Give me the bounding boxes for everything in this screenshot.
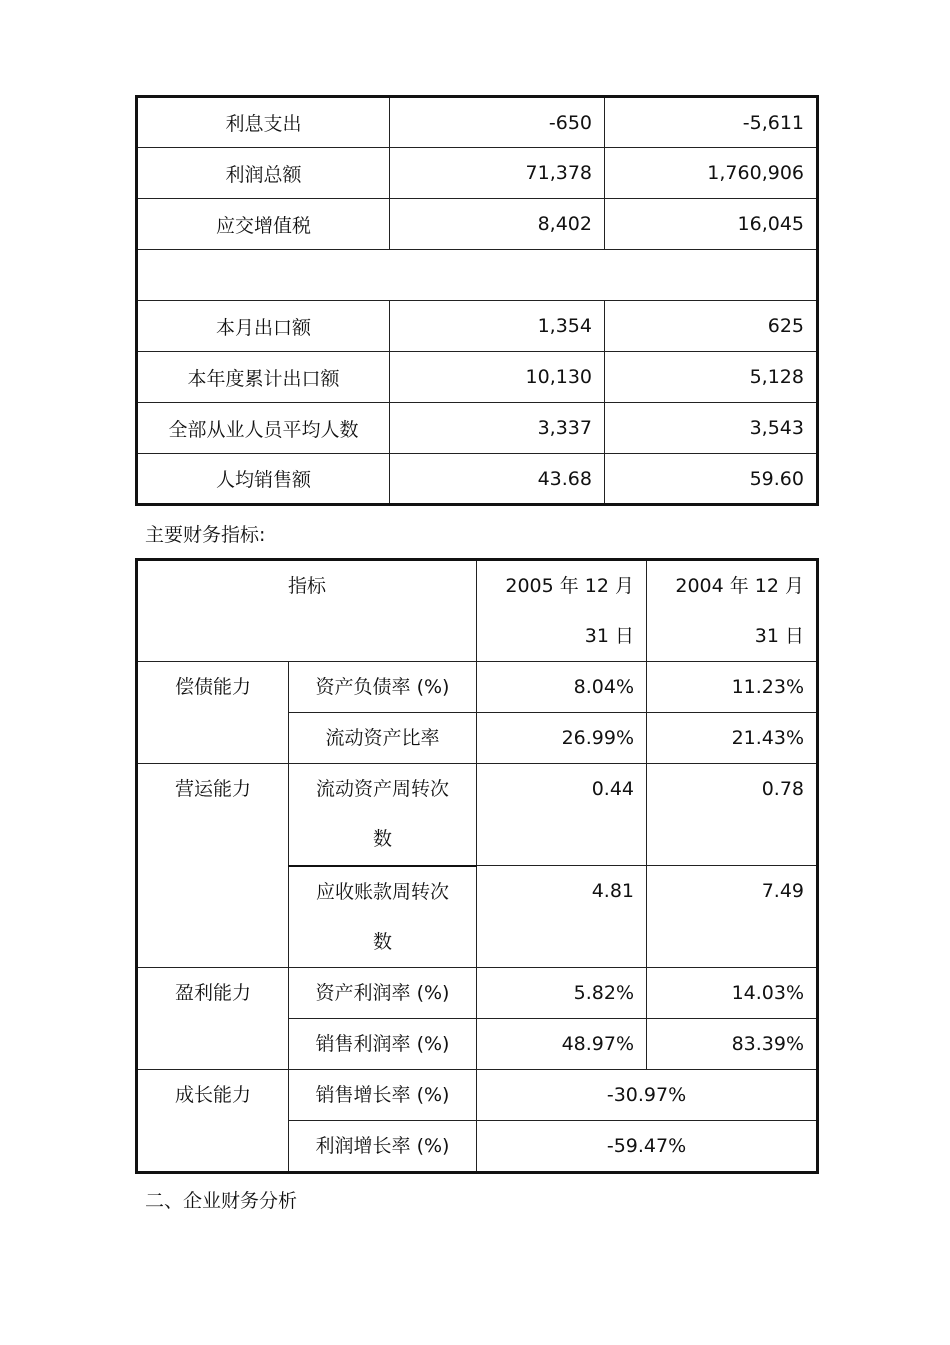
table-row-empty	[137, 250, 818, 301]
section-title-financial-analysis: 二、企业财务分析	[145, 1190, 298, 1212]
table-row	[137, 148, 818, 199]
header-indicator: 指标	[137, 560, 477, 662]
table-row	[137, 454, 818, 505]
group-solvency: 偿债能力	[137, 662, 289, 764]
row-label: 全部从业人员平均人数	[137, 403, 390, 454]
table-row	[137, 352, 818, 403]
value-2005: 26.99%	[477, 713, 647, 764]
table-row	[137, 199, 818, 250]
value-2005: 48.97%	[477, 1019, 647, 1070]
section-title-financial-indicators: 主要财务指标:	[145, 524, 266, 546]
indicator-debt-ratio: 资产负债率 (%)	[289, 662, 477, 713]
financial-indicators-table	[135, 558, 819, 1174]
value-2005: 0.44	[477, 764, 647, 866]
table-row	[137, 764, 818, 866]
indicator-ar-turnover-line2: 数	[373, 930, 393, 953]
value-2005: 3,337	[390, 403, 605, 454]
indicator-ca-turnover-line1: 流动资产周转次	[316, 778, 450, 800]
group-profitability: 盈利能力	[137, 968, 289, 1070]
value-2004: 14.03%	[647, 968, 818, 1019]
value-sales-growth: -30.97%	[477, 1070, 818, 1121]
indicator-profit-margin: 销售利润率 (%)	[289, 1019, 477, 1070]
row-label: 利息支出	[137, 97, 390, 148]
value-2004: 625	[605, 301, 818, 352]
header-2004-line2: 31 日	[754, 625, 805, 647]
value-2004: 83.39%	[647, 1019, 818, 1070]
header-2004	[647, 560, 818, 662]
row-label: 应交增值税	[137, 199, 390, 250]
indicator-ar-turnover	[289, 866, 477, 968]
income-table	[135, 95, 819, 506]
header-row	[137, 560, 818, 662]
group-operation: 营运能力	[137, 764, 289, 968]
value-2004: 3,543	[605, 403, 818, 454]
value-2005: 4.81	[477, 866, 647, 968]
indicator-sales-growth: 销售增长率 (%)	[289, 1070, 477, 1121]
table-row	[137, 403, 818, 454]
row-label: 利润总额	[137, 148, 390, 199]
header-2005	[477, 560, 647, 662]
empty-cell	[137, 250, 818, 301]
indicator-ca-turnover	[289, 764, 477, 866]
value-2005: 8,402	[390, 199, 605, 250]
table-row	[137, 97, 818, 148]
table-row	[137, 968, 818, 1019]
value-2005: 5.82%	[477, 968, 647, 1019]
indicator-profit-growth: 利润增长率 (%)	[289, 1121, 477, 1173]
row-label: 本月出口额	[137, 301, 390, 352]
indicator-current-ratio: 流动资产比率	[289, 713, 477, 764]
header-2005-line2: 31 日	[584, 625, 635, 647]
value-2004: 16,045	[605, 199, 818, 250]
table-row	[137, 1070, 818, 1121]
value-profit-growth: -59.47%	[477, 1121, 818, 1173]
table-row	[137, 301, 818, 352]
value-2004: 11.23%	[647, 662, 818, 713]
header-2004-line1: 2004 年 12 月	[675, 575, 805, 597]
row-label: 本年度累计出口额	[137, 352, 390, 403]
value-2005: 43.68	[390, 454, 605, 505]
value-2004: 0.78	[647, 764, 818, 866]
value-2004: -5,611	[605, 97, 818, 148]
value-2004: 5,128	[605, 352, 818, 403]
value-2004: 59.60	[605, 454, 818, 505]
value-2004: 1,760,906	[605, 148, 818, 199]
value-2005: 10,130	[390, 352, 605, 403]
indicator-ar-turnover-line1: 应收账款周转次	[316, 880, 450, 903]
value-2005: 71,378	[390, 148, 605, 199]
header-2005-line1: 2005 年 12 月	[505, 575, 635, 597]
value-2005: 1,354	[390, 301, 605, 352]
table-row	[137, 662, 818, 713]
indicator-roa: 资产利润率 (%)	[289, 968, 477, 1019]
value-2004: 7.49	[647, 866, 818, 968]
value-2005: -650	[390, 97, 605, 148]
group-growth: 成长能力	[137, 1070, 289, 1173]
indicator-ca-turnover-line2: 数	[373, 828, 393, 850]
row-label: 人均销售额	[137, 454, 390, 505]
value-2005: 8.04%	[477, 662, 647, 713]
value-2004: 21.43%	[647, 713, 818, 764]
